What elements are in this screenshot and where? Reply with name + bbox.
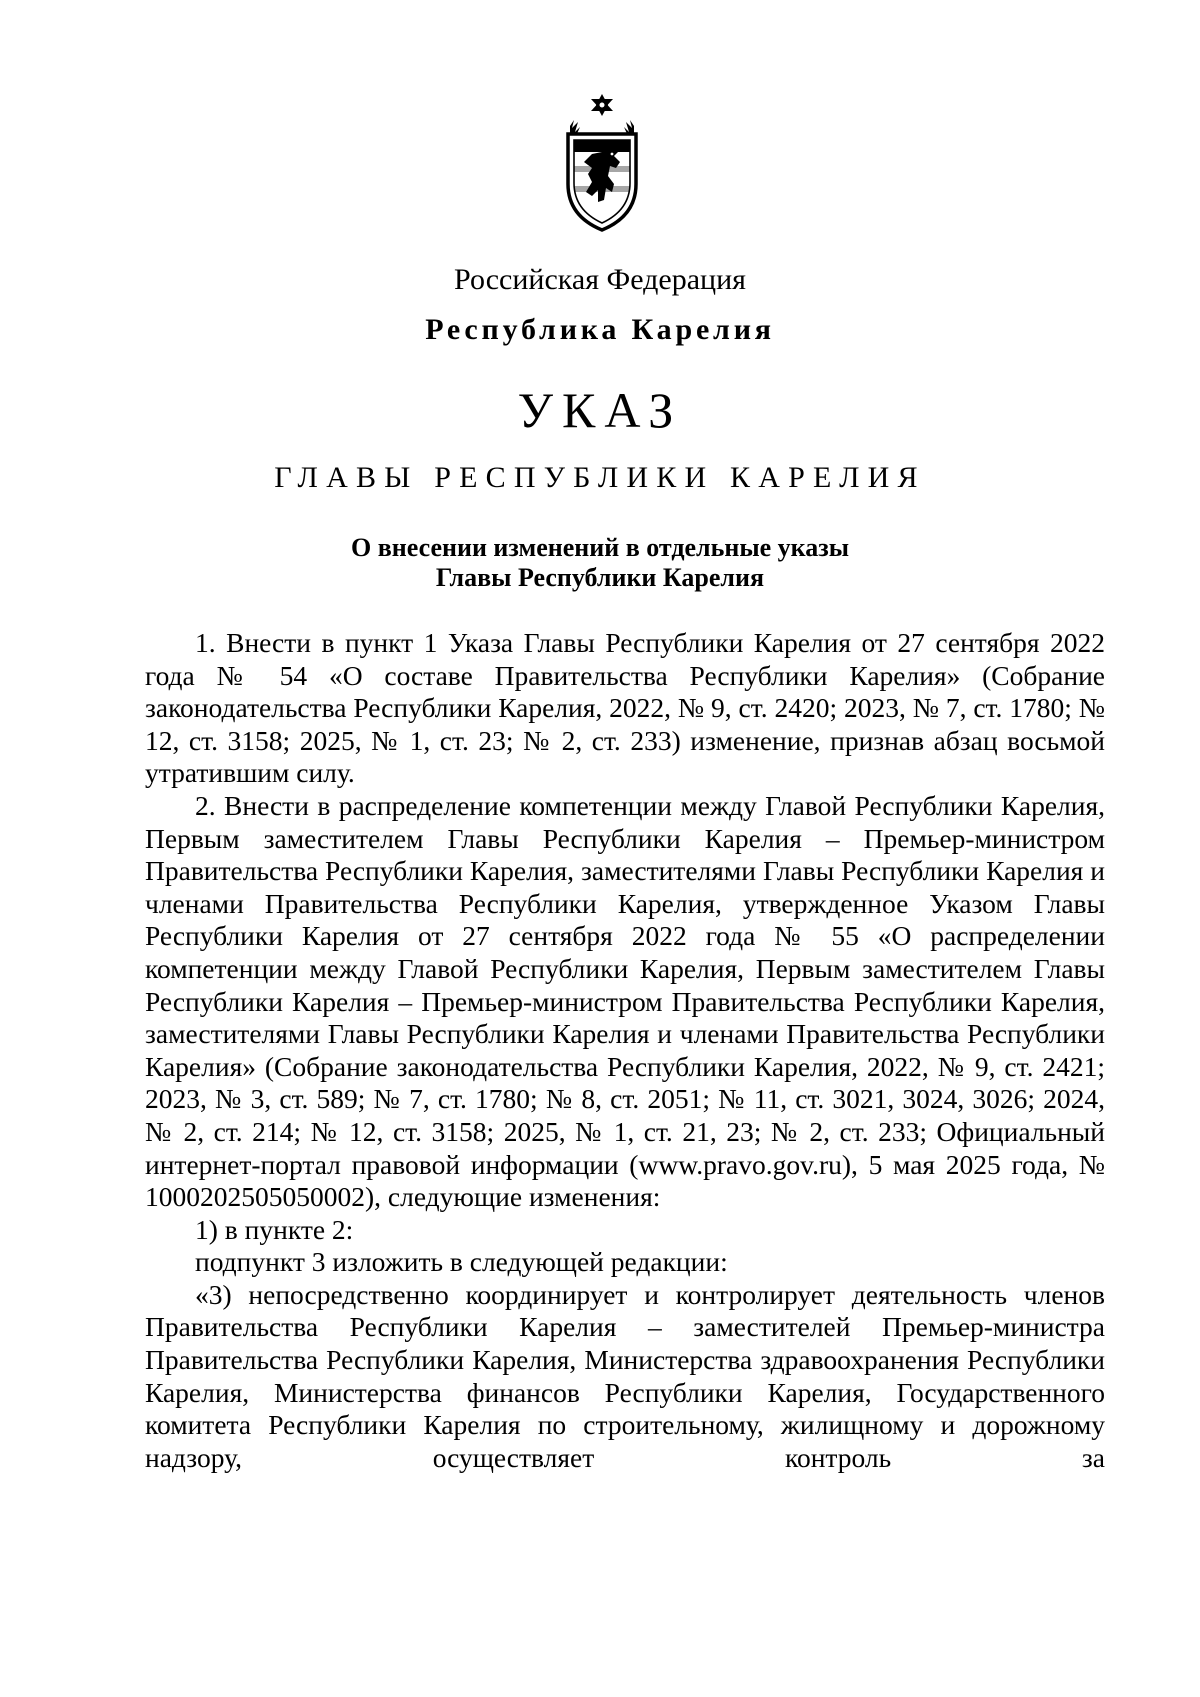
coat-of-arms-icon [562,92,642,232]
issuer-name: ГЛАВЫ РЕСПУБЛИКИ КАРЕЛИЯ [274,461,926,494]
document-body [145,627,1105,1474]
paragraph-1: 1. Внести в пункт 1 Указа Главы Республики Карелия от 27 сентября 2022 года № 54 «О составе Правительства Республики Карелия» (Собрание законодательства Республики Карелия, 2022, № 9, ст. 2420; 2023, № 7, ст. 1780; № 12, ст. 3158; 2025, № 1, ст. 23; № 2, ст. 233) изменение, признав абзац восьмой утратившим силу. [145,627,1105,789]
paragraph-3: 1) в пункте 2: [195,1213,354,1245]
region-name: Республика Карелия [425,313,775,346]
document-type: УКАЗ [517,382,683,438]
paragraph-2: 2. Внести в распределение компетенции между Главой Республики Карелия, Первым заместителем Главы Республики Карелия – Премьер-министром Правительства Республики Карелия, заместителями Главы Республики Карелия и членами Правительства Республики Карелия, утвержденное Указом Главы Республики Карелия от 27 сентября 2022 года № 55 «О распределении компетенции между Главой Республики Карелия, Первым заместителем Главы Республики Карелия – Премьер-министром Правительства Республики Карелия, заместителями Главы Республики Карелия и членами Правительства Республики Карелия» (Собрание законодательства Республики Карелия, 2022, № 9, ст. 2421; 2023, № 3, ст. 589; № 7, ст. 1780; № 8, ст. 2051; № 11, ст. 3021, 3024, 3026; 2024, № 2, ст. 214; № 12, ст. 3158; 2025, № 1, ст. 21, 23; № 2, ст. 233; Официальный интернет-портал правовой информации (www.pravo.gov.ru), 5 мая 2025 года, № 1000202505050002), следующие изменения: [145,789,1105,1213]
paragraph-4: подпункт 3 изложить в следующей редакции: [195,1246,728,1278]
document-title-line-1: О внесении изменений в отдельные указы [350,533,850,562]
paragraph-5: «3) непосредственно координирует и контролирует деятельность членов Правительства Республики Карелия – заместителей Премьер-министра Правительства Республики Карелия, Министерства здравоохранения Республики Карелия, Министерства финансов Республики Карелия, Государственного комитета Республики Карелия по строительному, жилищному и дорожному надзору, осуществляет контроль за [145,1278,1105,1473]
document-title-line-2: Главы Республики Карелия [435,563,765,592]
star-icon [591,94,613,116]
country-name: Российская Федерация [454,263,746,296]
